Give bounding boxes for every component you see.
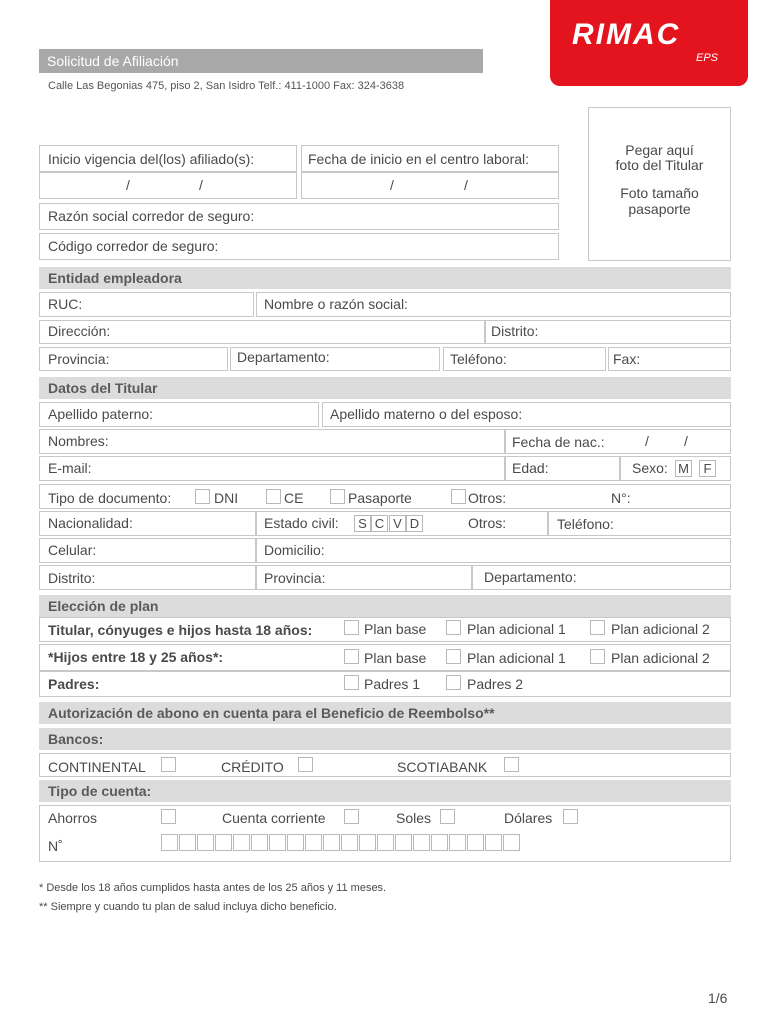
date-sep: / — [199, 177, 203, 193]
account-digit-cell[interactable] — [467, 834, 484, 851]
distrito-titular-label: Distrito: — [48, 570, 96, 586]
estado-civil-c[interactable]: C — [371, 515, 388, 532]
row1-plan-adicional-1-label: Plan adicional 1 — [467, 621, 566, 637]
section-plan — [39, 595, 731, 617]
ruc-label: RUC: — [48, 296, 83, 312]
account-digit-cell[interactable] — [197, 834, 214, 851]
account-digit-cell[interactable] — [323, 834, 340, 851]
section-bancos-title: Bancos: — [48, 731, 104, 747]
account-number-cells[interactable] — [161, 834, 523, 853]
account-digit-cell[interactable] — [287, 834, 304, 851]
plan-row2-label: *Hijos entre 18 y 25 años*: — [48, 649, 224, 665]
edad-label: Edad: — [512, 460, 549, 476]
section-reembolso — [39, 702, 731, 724]
cuenta-corriente-checkbox[interactable] — [344, 809, 359, 824]
telefono-titular-label: Teléfono: — [557, 516, 614, 532]
telefono-label: Teléfono: — [450, 351, 507, 367]
date-sep: / — [684, 433, 688, 449]
account-digit-cell[interactable] — [431, 834, 448, 851]
account-digit-cell[interactable] — [179, 834, 196, 851]
account-digit-cell[interactable] — [395, 834, 412, 851]
nombres-label: Nombres: — [48, 433, 109, 449]
footnote-1: * Desde los 18 años cumplidos hasta antes de los 25 años y 11 meses. — [39, 882, 387, 894]
account-digit-cell[interactable] — [503, 834, 520, 851]
section-tipo-cuenta-title: Tipo de cuenta: — [48, 783, 152, 799]
inicio-vigencia-label: Inicio vigencia del(los) afiliado(s): — [48, 151, 255, 167]
celular-label: Celular: — [48, 542, 97, 558]
section-reembolso-title: Autorización de abono en cuenta para el Beneficio de Reembolso** — [48, 705, 495, 721]
estado-civil-s[interactable]: S — [354, 515, 371, 532]
padres-1-checkbox[interactable] — [344, 675, 359, 690]
account-digit-cell[interactable] — [449, 834, 466, 851]
account-digit-cell[interactable] — [485, 834, 502, 851]
dolares-label: Dólares — [504, 810, 553, 826]
provincia-label: Provincia: — [48, 351, 110, 367]
section-bancos — [39, 728, 731, 750]
row1-plan-adicional-1-checkbox[interactable] — [446, 620, 461, 635]
row1-plan-adicional-2-checkbox[interactable] — [590, 620, 605, 635]
pasaporte-checkbox[interactable] — [330, 489, 345, 504]
row1-plan-base-label: Plan base — [364, 621, 427, 637]
account-digit-cell[interactable] — [251, 834, 268, 851]
nombre-razon-label: Nombre o razón social: — [264, 296, 408, 312]
otros2-label: Otros: — [468, 515, 507, 531]
photo-line4: pasaporte — [628, 201, 691, 217]
fecha-inicio-date[interactable] — [301, 172, 559, 199]
photo-line2: foto del Titular — [615, 157, 704, 173]
estado-civil-d[interactable]: D — [406, 515, 423, 532]
otros-checkbox[interactable] — [451, 489, 466, 504]
footnote-2: ** Siempre y cuando tu plan de salud incluya dicho beneficio. — [39, 901, 337, 913]
date-sep: / — [464, 177, 468, 193]
cuenta-corriente-label: Cuenta corriente — [222, 810, 326, 826]
form-title: Solicitud de Afiliación — [47, 53, 179, 69]
plan-row1-label: Titular, cónyuges e hijos hasta 18 años: — [48, 622, 313, 638]
padres-2-label: Padres 2 — [467, 676, 524, 692]
credito-label: CRÉDITO — [221, 759, 284, 775]
account-digit-cell[interactable] — [269, 834, 286, 851]
departamento-titular-label: Departamento: — [484, 569, 577, 585]
domicilio-field[interactable] — [256, 538, 731, 563]
continental-label: CONTINENTAL — [48, 759, 146, 775]
soles-label: Soles — [396, 810, 432, 826]
account-digit-cell[interactable] — [377, 834, 394, 851]
logo-text: RIMAC — [572, 18, 681, 51]
distrito-label: Distrito: — [491, 323, 539, 339]
row2-plan-adicional-1-checkbox[interactable] — [446, 649, 461, 664]
section-entidad — [39, 267, 731, 289]
departamento-label: Departamento: — [237, 349, 330, 365]
account-digit-cell[interactable] — [233, 834, 250, 851]
ahorros-checkbox[interactable] — [161, 809, 176, 824]
estado-civil-v[interactable]: V — [389, 515, 406, 532]
account-digit-cell[interactable] — [305, 834, 322, 851]
numero-label: N°: — [611, 490, 631, 506]
date-sep: / — [645, 433, 649, 449]
ahorros-label: Ahorros — [48, 810, 98, 826]
account-digit-cell[interactable] — [359, 834, 376, 851]
section-plan-title: Elección de plan — [48, 598, 159, 614]
account-digit-cell[interactable] — [161, 834, 178, 851]
photo-line1: Pegar aquí — [625, 142, 694, 158]
scotiabank-label: SCOTIABANK — [397, 759, 488, 775]
dni-checkbox[interactable] — [195, 489, 210, 504]
domicilio-label: Domicilio: — [264, 542, 325, 558]
apellido-paterno-label: Apellido paterno: — [48, 406, 154, 422]
inicio-vigencia-date[interactable] — [39, 172, 297, 199]
nacionalidad-label: Nacionalidad: — [48, 515, 133, 531]
photo-line3: Foto tamaño — [620, 185, 699, 201]
row2-plan-adicional-2-label: Plan adicional 2 — [611, 650, 710, 666]
padres-2-checkbox[interactable] — [446, 675, 461, 690]
pasaporte-label: Pasaporte — [348, 490, 412, 506]
credito-checkbox[interactable] — [298, 757, 313, 772]
ce-checkbox[interactable] — [266, 489, 281, 504]
logo-sub: EPS — [696, 52, 719, 64]
sexo-label: Sexo: — [632, 460, 668, 476]
account-digit-cell[interactable] — [341, 834, 358, 851]
razon-social-corredor-label: Razón social corredor de seguro: — [48, 208, 255, 224]
soles-checkbox[interactable] — [440, 809, 455, 824]
account-digit-cell[interactable] — [215, 834, 232, 851]
estado-civil-label: Estado civil: — [264, 515, 339, 531]
codigo-corredor-label: Código corredor de seguro: — [48, 238, 219, 254]
dolares-checkbox[interactable] — [563, 809, 578, 824]
ce-label: CE — [284, 490, 304, 506]
photo-box — [588, 107, 731, 261]
provincia-titular-label: Provincia: — [264, 570, 326, 586]
account-digit-cell[interactable] — [413, 834, 430, 851]
row1-plan-base-checkbox[interactable] — [344, 620, 359, 635]
scotiabank-checkbox[interactable] — [504, 757, 519, 772]
rimac-logo — [550, 0, 748, 86]
row2-plan-base-checkbox[interactable] — [344, 649, 359, 664]
apellido-materno-label: Apellido materno o del esposo: — [330, 406, 523, 422]
row2-plan-base-label: Plan base — [364, 650, 427, 666]
company-address: Calle Las Begonias 475, piso 2, San Isidro Telf.: 411-1000 Fax: 324-3638 — [48, 80, 405, 92]
date-sep: / — [126, 177, 130, 193]
fecha-nac-label: Fecha de nac.: — [512, 434, 605, 450]
row2-plan-adicional-1-label: Plan adicional 1 — [467, 650, 566, 666]
form-title-bar — [39, 49, 483, 73]
row1-plan-adicional-2-label: Plan adicional 2 — [611, 621, 710, 637]
email-label: E-mail: — [48, 460, 92, 476]
section-titular-title: Datos del Titular — [48, 380, 158, 396]
account-number-label: N˚ — [48, 838, 63, 854]
dni-label: DNI — [214, 490, 239, 506]
continental-checkbox[interactable] — [161, 757, 176, 772]
email-field[interactable] — [39, 456, 505, 481]
padres-1-label: Padres 1 — [364, 676, 421, 692]
fecha-inicio-label: Fecha de inicio en el centro laboral: — [308, 151, 530, 167]
nombres-field[interactable] — [39, 429, 505, 454]
row2-plan-adicional-2-checkbox[interactable] — [590, 649, 605, 664]
page-number: 1/6 — [708, 990, 728, 1006]
section-titular — [39, 377, 731, 399]
section-entidad-title: Entidad empleadora — [48, 270, 182, 286]
sexo-m-checkbox[interactable]: M — [675, 460, 692, 477]
section-tipo-cuenta — [39, 780, 731, 802]
date-sep: / — [390, 177, 394, 193]
direccion-label: Dirección: — [48, 323, 111, 339]
tipo-documento-label: Tipo de documento: — [48, 490, 172, 506]
sexo-f-checkbox[interactable]: F — [699, 460, 716, 477]
plan-row3-label: Padres: — [48, 676, 100, 692]
fax-label: Fax: — [613, 351, 641, 367]
otros-label: Otros: — [468, 490, 507, 506]
